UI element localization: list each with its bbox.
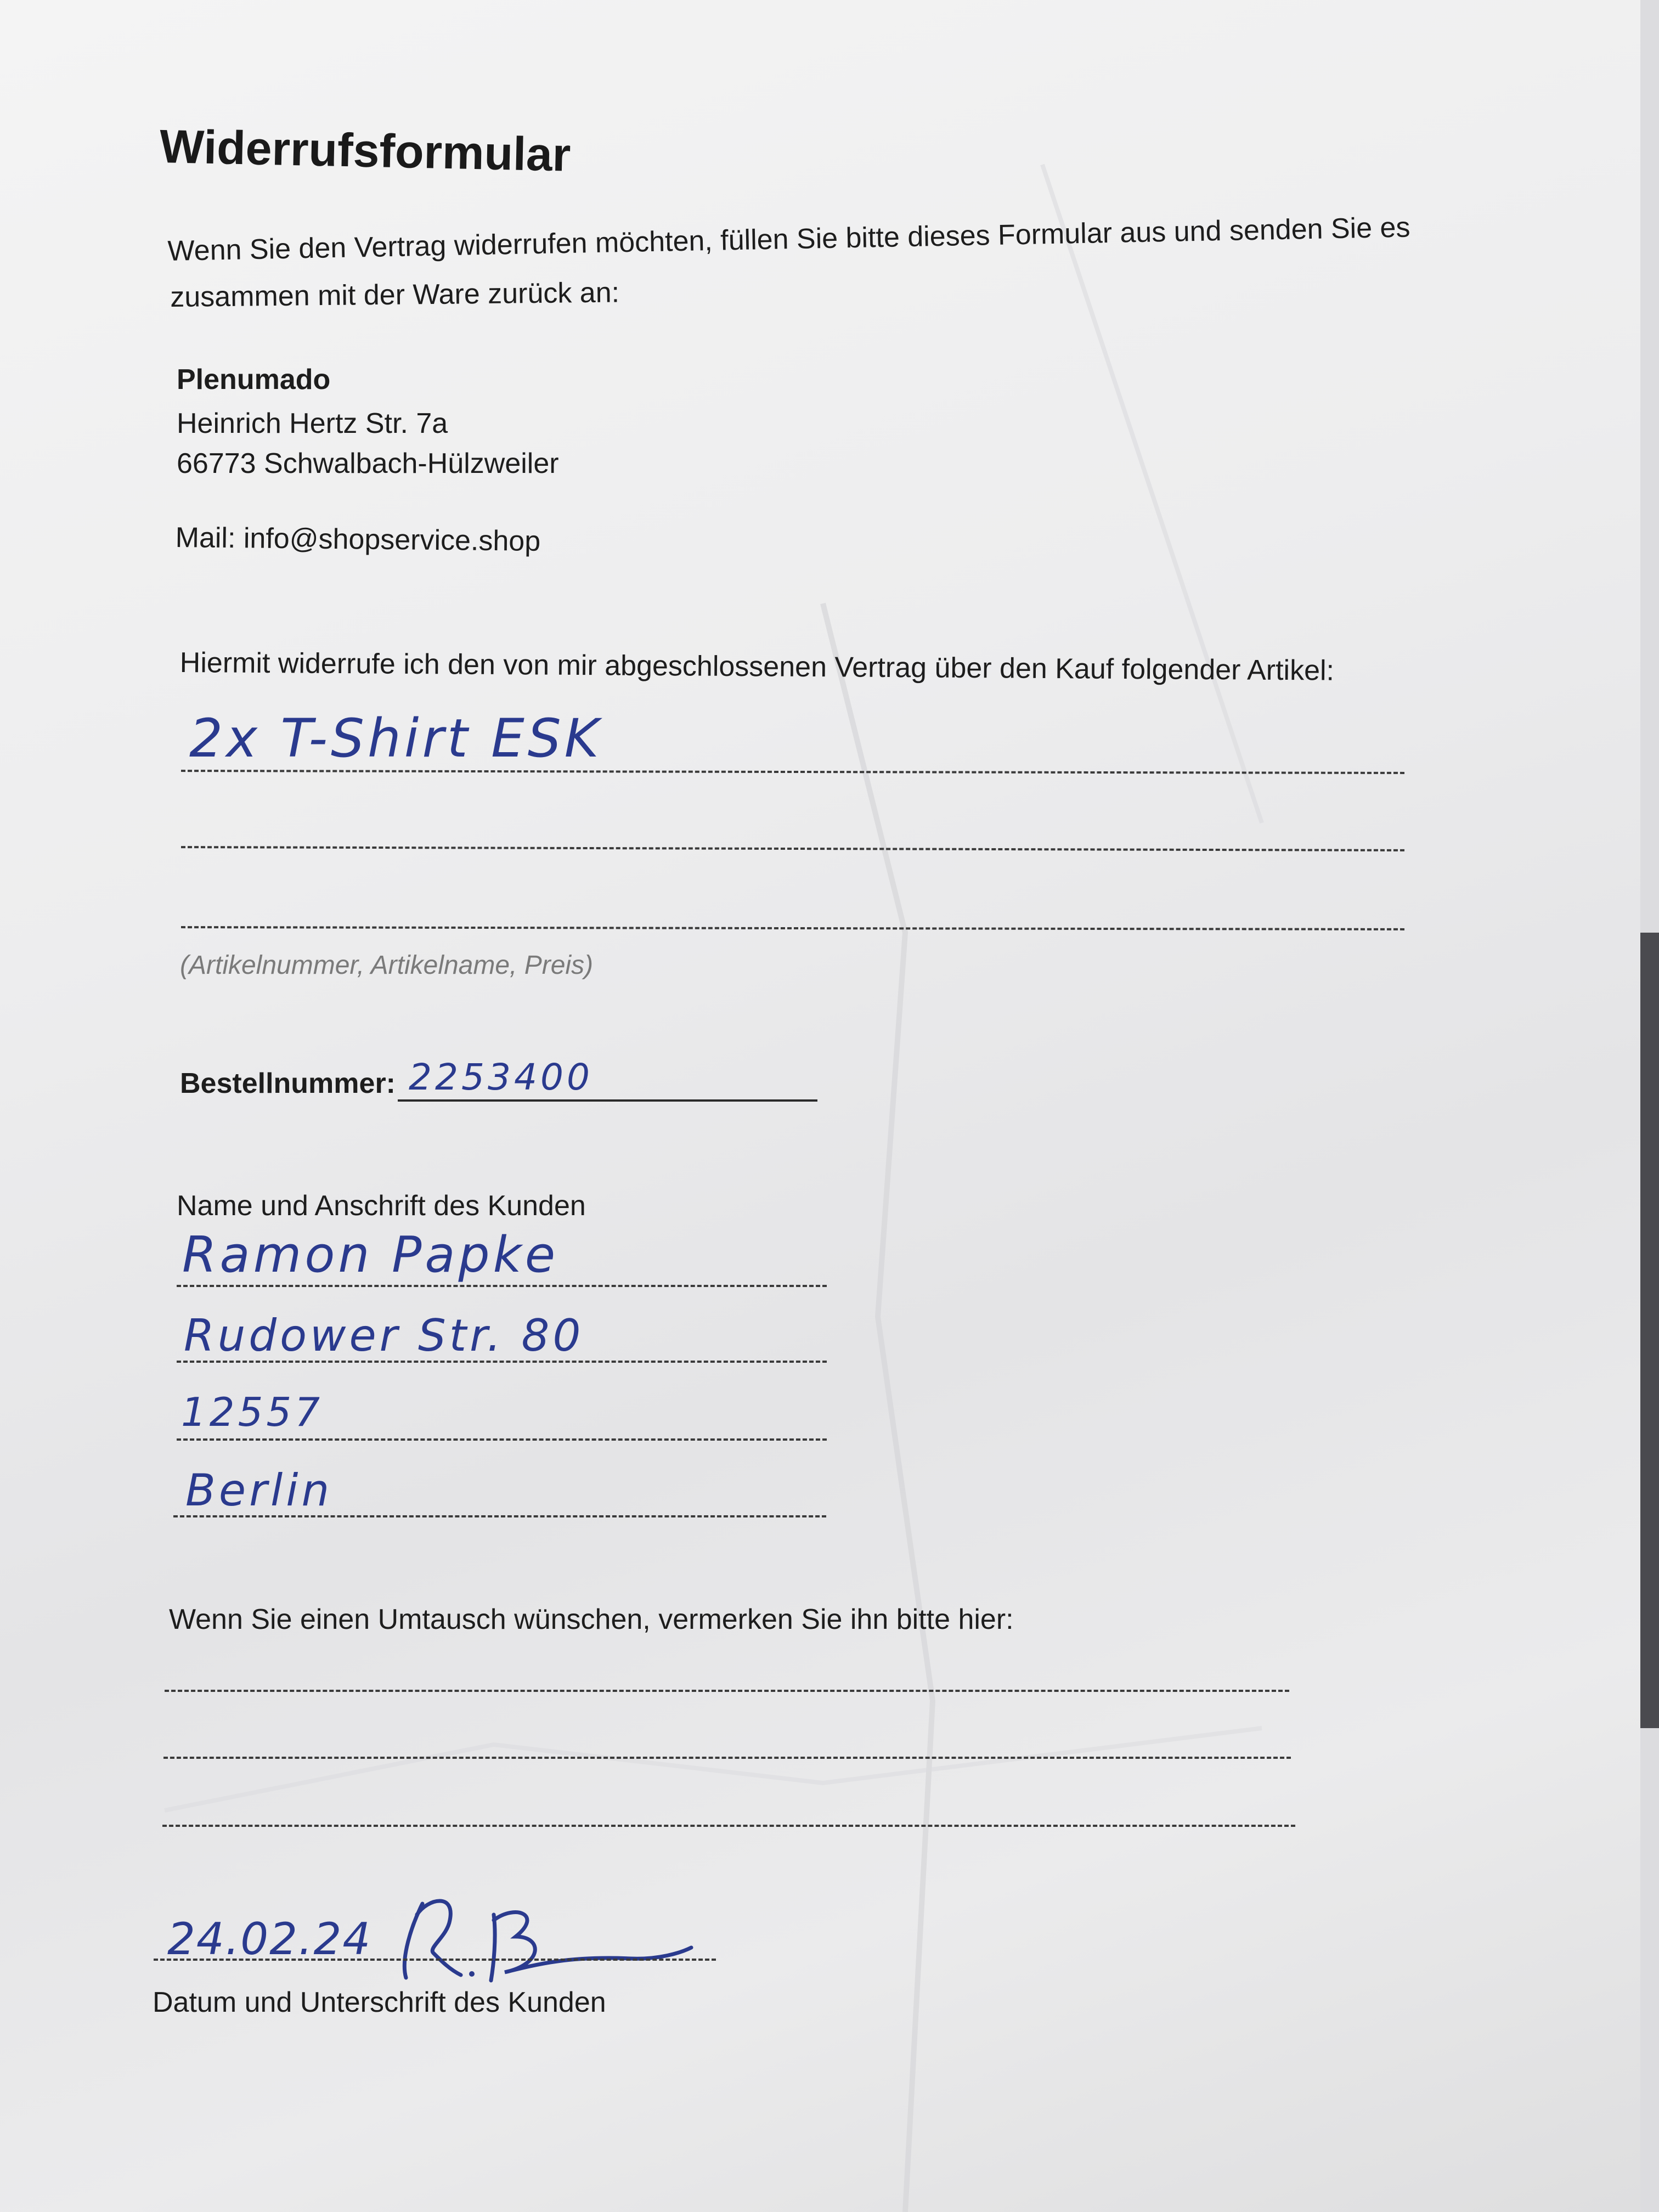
customer-label: Name und Anschrift des Kunden xyxy=(177,1190,586,1222)
handwritten-customer-street: Rudower Str. 80 xyxy=(184,1310,584,1361)
signature-line xyxy=(154,1959,716,1961)
handwritten-customer-city: Berlin xyxy=(185,1465,333,1516)
order-number-label: Bestellnummer: xyxy=(180,1068,396,1099)
handwritten-order-number: 2253400 xyxy=(409,1056,593,1098)
handwritten-article: 2x T-Shirt ESK xyxy=(189,708,602,769)
article-line-2 xyxy=(181,846,1404,851)
customer-signature xyxy=(395,1882,702,1991)
signature-label: Datum und Unterschrift des Kunden xyxy=(153,1987,606,2018)
page-title: Widerrufsformular xyxy=(159,120,572,182)
article-line-1 xyxy=(181,770,1404,774)
company-city: 66773 Schwalbach-Hülzweiler xyxy=(177,448,559,479)
article-hint: (Artikelnummer, Artikelname, Preis) xyxy=(180,951,594,980)
background-edge xyxy=(1640,933,1659,1728)
customer-line-3 xyxy=(177,1438,827,1441)
article-line-3 xyxy=(181,926,1404,930)
order-number-line xyxy=(398,1099,817,1102)
exchange-line-1 xyxy=(165,1690,1289,1692)
exchange-label: Wenn Sie einen Umtausch wünschen, vermerken Sie ihn bitte hier: xyxy=(169,1604,1014,1635)
customer-line-4 xyxy=(173,1515,826,1517)
handwritten-customer-zip: 12557 xyxy=(181,1389,324,1435)
company-street: Heinrich Hertz Str. 7a xyxy=(177,408,448,439)
revoke-statement: Hiermit widerrufe ich den von mir abgeschlossenen Vertrag über den Kauf folgender Artikel: xyxy=(179,647,1335,687)
handwritten-date: 24.02.24 xyxy=(167,1914,372,1965)
handwritten-customer-name: Ramon Papke xyxy=(182,1226,559,1284)
exchange-line-2 xyxy=(163,1757,1291,1759)
company-name: Plenumado xyxy=(177,364,331,396)
customer-line-2 xyxy=(177,1361,827,1363)
intro-text-line2: zusammen mit der Ware zurück an: xyxy=(170,276,620,313)
company-mail: Mail: info@shopservice.shop xyxy=(175,521,541,557)
exchange-line-3 xyxy=(162,1825,1295,1827)
customer-line-1 xyxy=(177,1285,827,1287)
intro-text-line1: Wenn Sie den Vertrag widerrufen möchten, füllen Sie bitte dieses Formular aus und senden Sie es xyxy=(167,211,1410,267)
